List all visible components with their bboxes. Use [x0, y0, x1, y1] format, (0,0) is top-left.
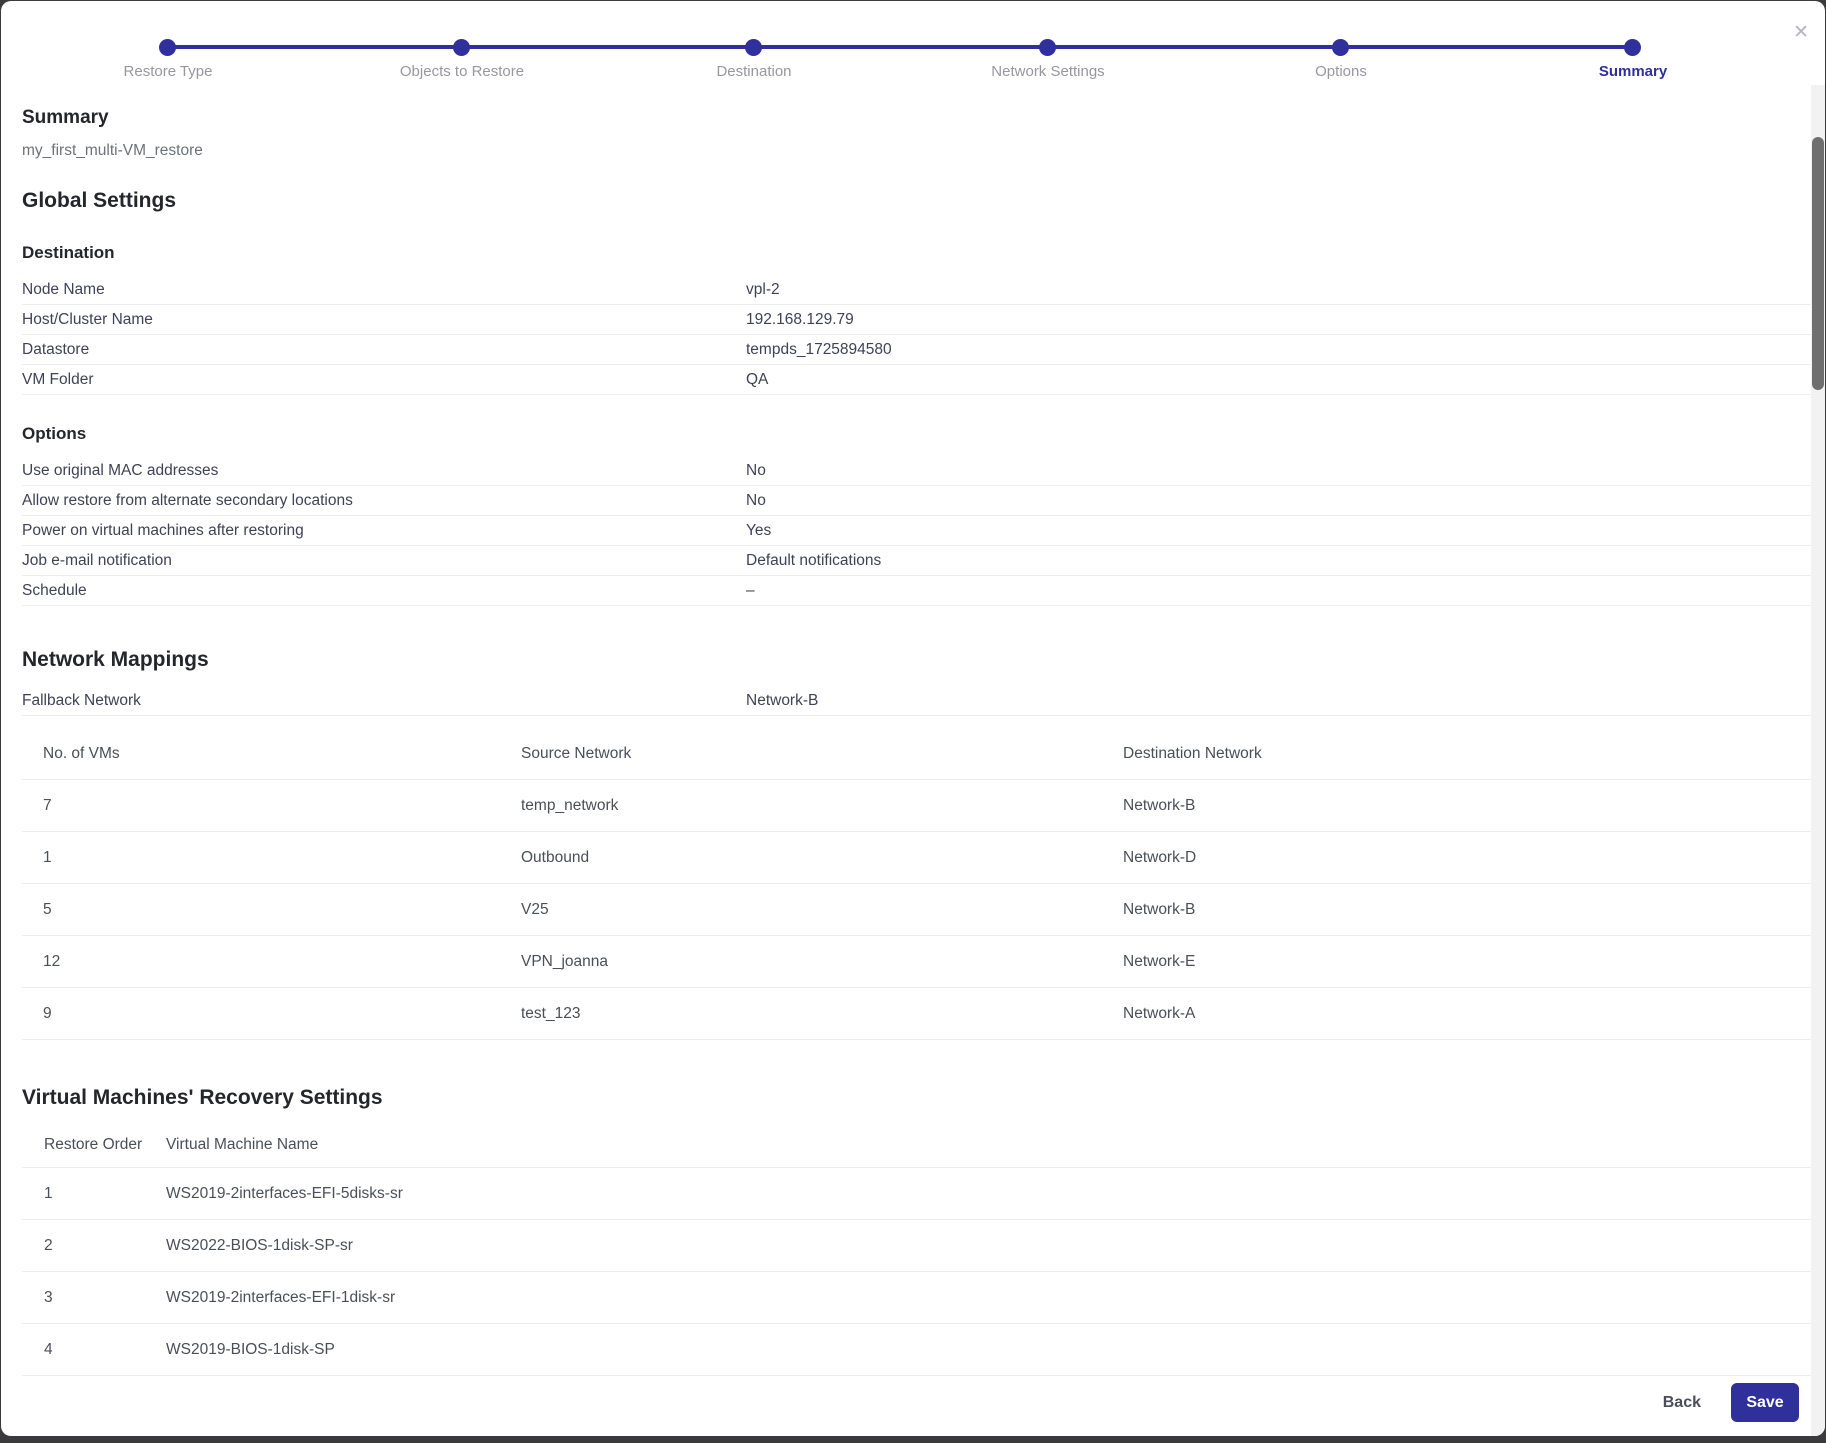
- col-header-vm-name: Virtual Machine Name: [166, 1135, 319, 1153]
- scrollbar-track[interactable]: [1811, 85, 1825, 1436]
- table-row: [22, 1168, 1811, 1220]
- kv-label: Power on virtual machines after restoring: [22, 521, 304, 539]
- step-dot-icon: [1624, 39, 1641, 56]
- wizard-footer: [1663, 1383, 1799, 1422]
- step-label: Summary: [1598, 63, 1668, 80]
- table-row: [22, 1272, 1811, 1324]
- step-label: Network Settings: [991, 63, 1105, 80]
- cell-destination-network: Network-B: [1123, 900, 1196, 918]
- options-heading: Options: [22, 424, 87, 443]
- kv-value: Default notifications: [746, 551, 882, 569]
- col-header-no-of-vms: No. of VMs: [43, 744, 120, 762]
- kv-row-host-cluster: [22, 305, 1811, 335]
- kv-row-power-on: [22, 516, 1811, 546]
- kv-value: –: [746, 581, 755, 599]
- back-button[interactable]: Back: [1662, 1393, 1701, 1411]
- kv-label: Allow restore from alternate secondary locations: [22, 491, 353, 509]
- stepper-line: [168, 45, 1633, 49]
- cell-source-network: test_123: [521, 1004, 581, 1022]
- network-table-header: [22, 728, 1811, 780]
- cell-source-network: temp_network: [521, 796, 619, 814]
- kv-label: Node Name: [22, 280, 105, 298]
- kv-row-node-name: [22, 275, 1811, 305]
- cell-restore-order: 4: [44, 1340, 53, 1358]
- cell-restore-order: 2: [44, 1236, 53, 1254]
- step-dot-icon: [745, 39, 762, 56]
- cell-vm-name: WS2019-BIOS-1disk-SP: [166, 1340, 335, 1358]
- cell-source-network: V25: [521, 900, 549, 918]
- col-header-restore-order: Restore Order: [44, 1135, 143, 1153]
- table-row: [22, 936, 1811, 988]
- kv-value: Yes: [746, 521, 772, 539]
- destination-heading: Destination: [22, 243, 115, 262]
- kv-value: tempds_1725894580: [746, 340, 892, 358]
- kv-label: Fallback Network: [22, 691, 141, 709]
- kv-value: 192.168.129.79: [746, 310, 854, 328]
- kv-value: vpl-2: [746, 280, 780, 298]
- table-row: [22, 780, 1811, 832]
- destination-rows: [22, 275, 1811, 395]
- close-icon[interactable]: ✕: [1793, 22, 1809, 43]
- step-dot-icon: [1332, 39, 1349, 56]
- table-row: [22, 832, 1811, 884]
- kv-row-fallback-network: [22, 686, 1811, 716]
- summary-heading: Summary: [22, 107, 109, 128]
- cell-vm-count: 7: [43, 796, 52, 814]
- cell-vm-count: 9: [43, 1004, 52, 1022]
- kv-row-email-notification: [22, 546, 1811, 576]
- step-dot-icon: [159, 39, 176, 56]
- cell-source-network: Outbound: [521, 848, 590, 866]
- fallback-network-row: [22, 686, 1811, 716]
- kv-label: Use original MAC addresses: [22, 461, 219, 479]
- vm-recovery-table: [22, 1122, 1811, 1376]
- step-dot-icon: [453, 39, 470, 56]
- kv-row-schedule: [22, 576, 1811, 606]
- kv-row-alternate-locations: [22, 486, 1811, 516]
- kv-label: Host/Cluster Name: [22, 310, 153, 328]
- table-row: [22, 1324, 1811, 1376]
- cell-source-network: VPN_joanna: [521, 952, 609, 970]
- kv-value: QA: [746, 370, 769, 388]
- kv-row-datastore: [22, 335, 1811, 365]
- kv-label: VM Folder: [22, 370, 94, 388]
- cell-vm-count: 12: [43, 952, 61, 970]
- col-header-source-network: Source Network: [521, 744, 632, 762]
- step-label: Options: [1315, 63, 1367, 80]
- cell-vm-count: 5: [43, 900, 52, 918]
- kv-label: Job e-mail notification: [22, 551, 172, 569]
- kv-row-mac-addresses: [22, 456, 1811, 486]
- cell-destination-network: Network-A: [1123, 1004, 1196, 1022]
- table-row: [22, 1220, 1811, 1272]
- cell-destination-network: Network-B: [1123, 796, 1196, 814]
- cell-restore-order: 1: [44, 1184, 53, 1202]
- network-mappings-table: [22, 728, 1811, 1040]
- cell-vm-name: WS2022-BIOS-1disk-SP-sr: [166, 1236, 353, 1254]
- cell-destination-network: Network-E: [1123, 952, 1196, 970]
- vm-table-header: [22, 1122, 1811, 1168]
- kv-label: Datastore: [22, 340, 90, 358]
- step-label: Objects to Restore: [399, 63, 525, 80]
- summary-content: [1, 86, 1811, 1376]
- cell-vm-count: 1: [43, 848, 52, 866]
- scrollbar-thumb[interactable]: [1812, 137, 1824, 390]
- step-label: Destination: [716, 63, 792, 80]
- cell-destination-network: Network-D: [1123, 848, 1197, 866]
- step-dot-icon: [1039, 39, 1056, 56]
- step-label: Restore Type: [123, 63, 213, 80]
- vm-recovery-heading: Virtual Machines' Recovery Settings: [22, 1086, 383, 1109]
- kv-value: No: [746, 491, 766, 509]
- job-name: my_first_multi-VM_restore: [22, 142, 203, 159]
- table-row: [22, 988, 1811, 1040]
- network-mappings-heading: Network Mappings: [22, 648, 209, 671]
- cell-restore-order: 3: [44, 1288, 53, 1306]
- restore-wizard-dialog: [1, 1, 1825, 1436]
- cell-vm-name: WS2019-2interfaces-EFI-1disk-sr: [166, 1288, 396, 1306]
- save-button[interactable]: Save: [1731, 1383, 1799, 1422]
- table-row: [22, 884, 1811, 936]
- kv-label: Schedule: [22, 581, 87, 599]
- options-rows: [22, 456, 1811, 606]
- kv-row-vm-folder: [22, 365, 1811, 395]
- wizard-stepper: [1, 1, 1825, 86]
- cell-vm-name: WS2019-2interfaces-EFI-5disks-sr: [166, 1184, 403, 1202]
- global-settings-heading: Global Settings: [22, 189, 177, 212]
- col-header-destination-network: Destination Network: [1123, 744, 1262, 762]
- kv-value: No: [746, 461, 766, 479]
- kv-value: Network-B: [746, 691, 819, 709]
